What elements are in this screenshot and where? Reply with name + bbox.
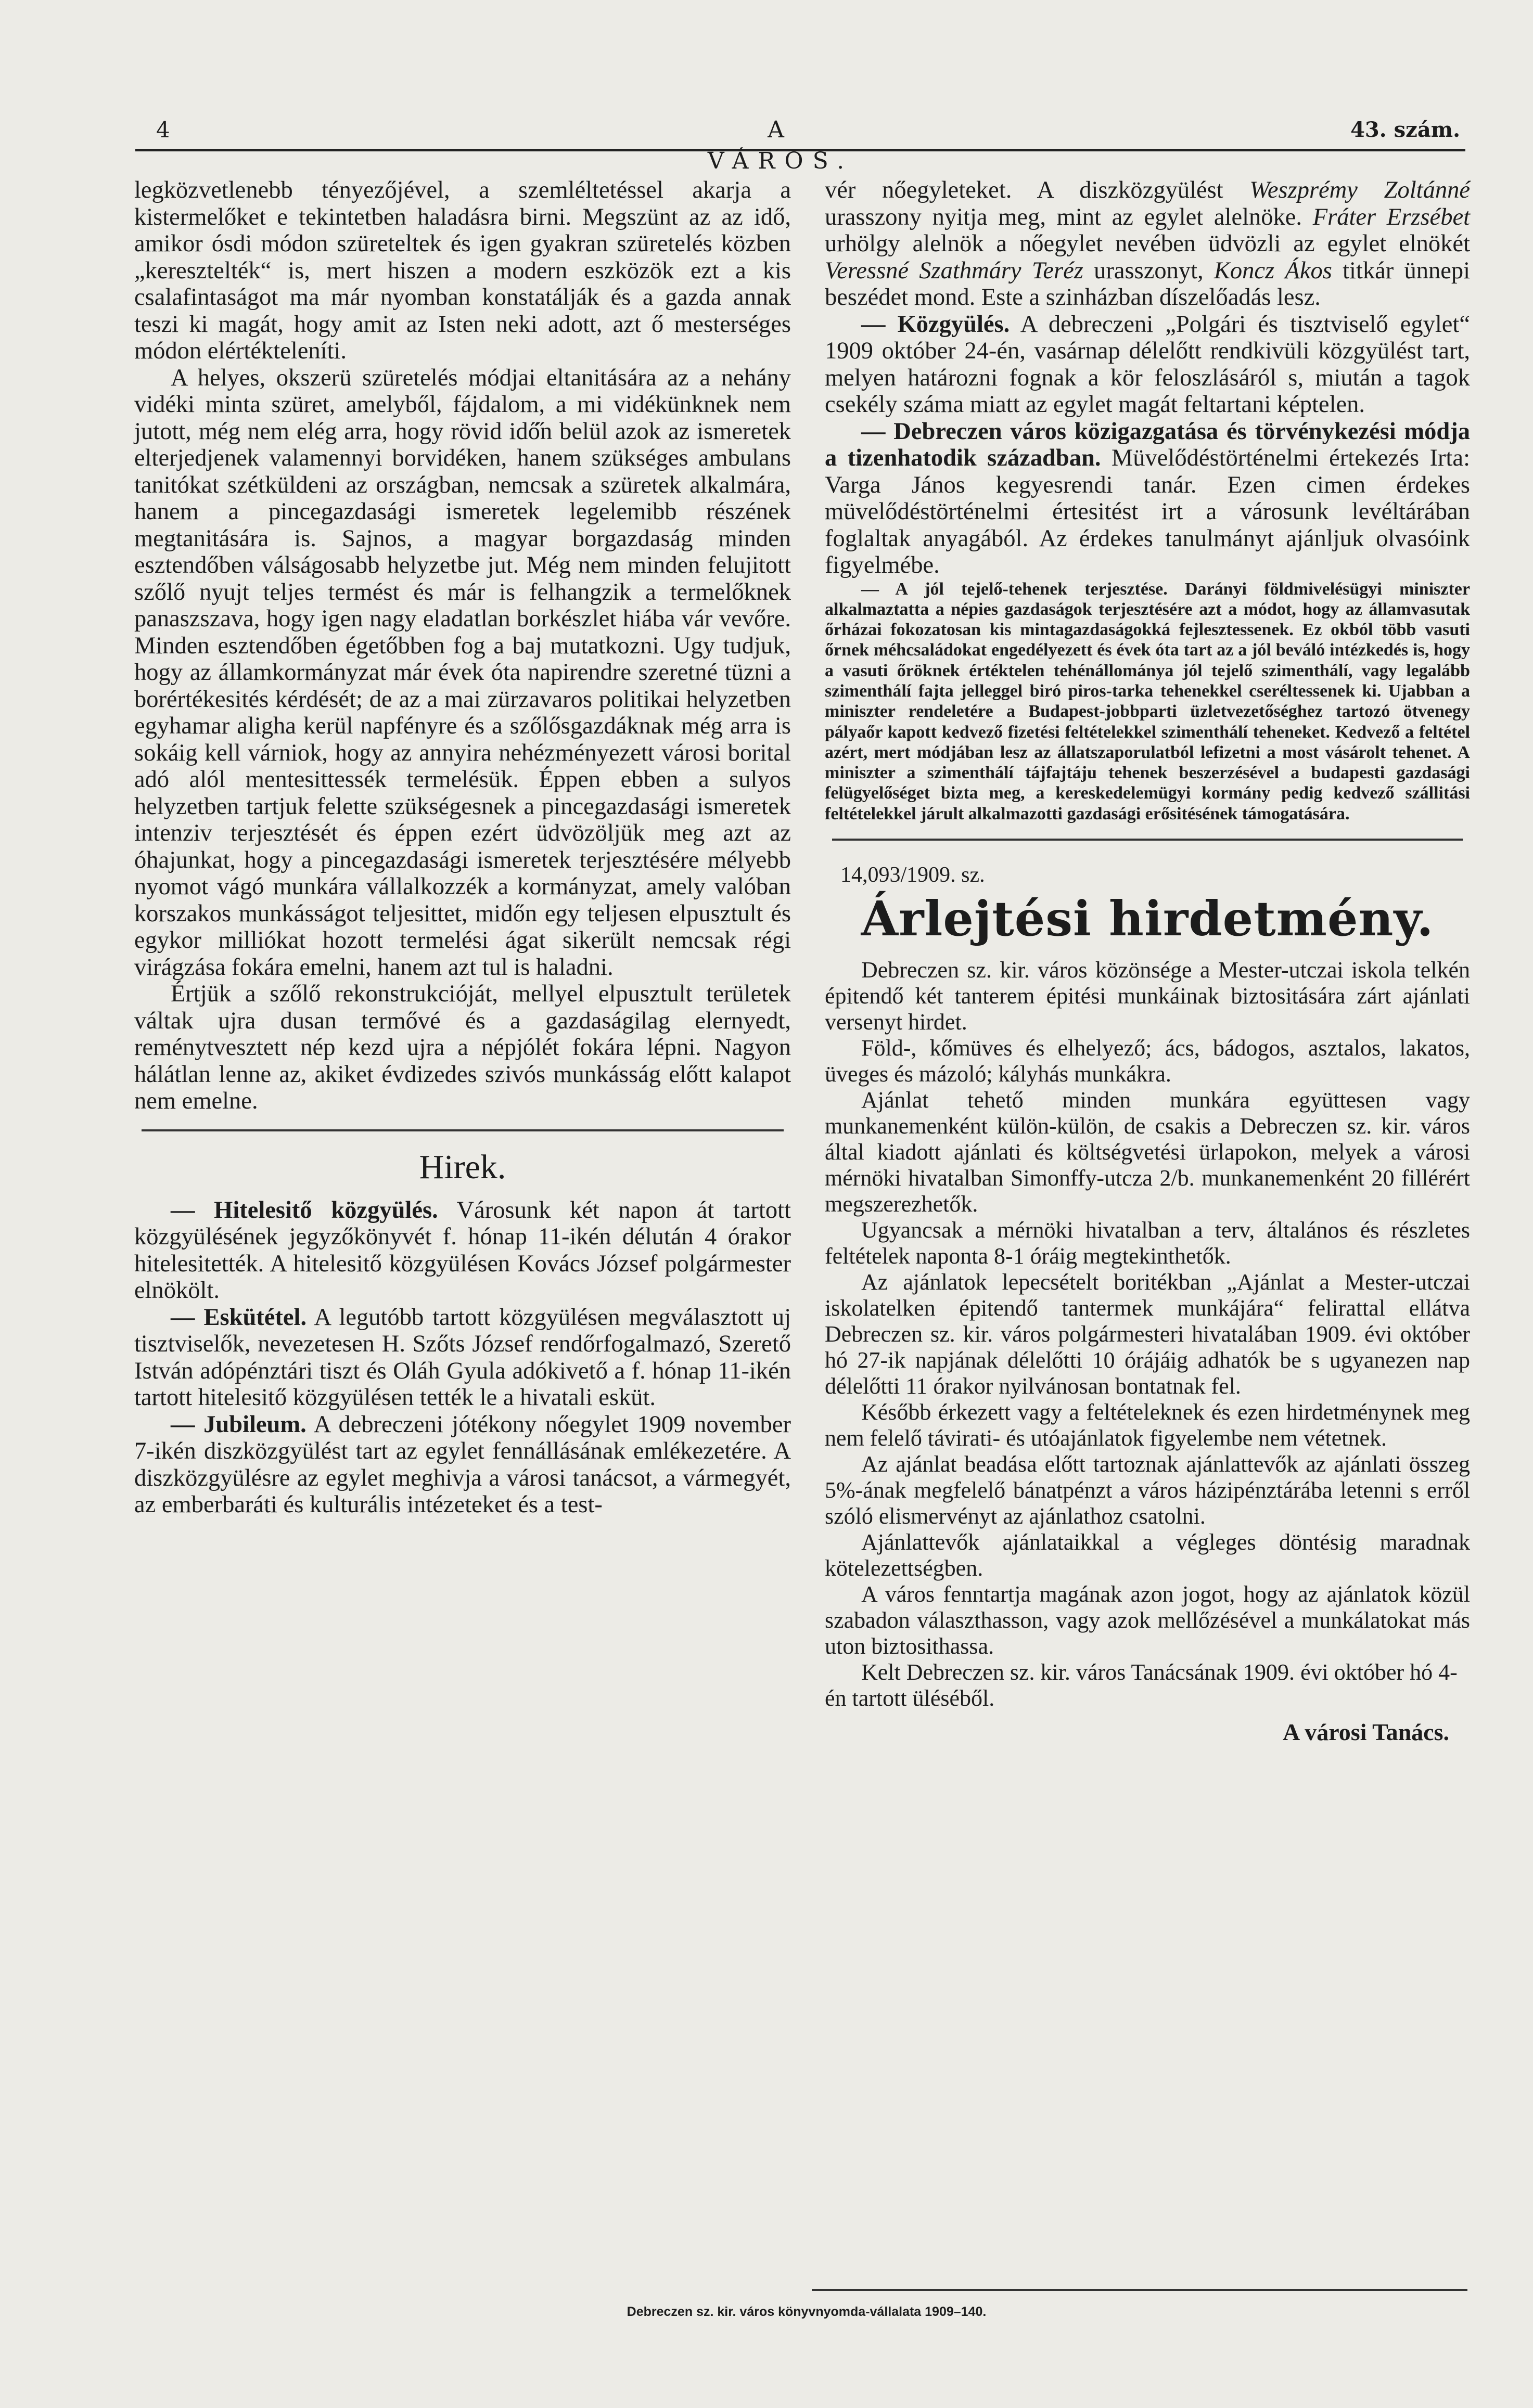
text-run: urasszony nyitja meg, mint az egylet alelnöke. [825,203,1313,230]
person-name: Weszprémy Zoltánné [1249,177,1470,203]
page-number: 4 [156,117,170,143]
news-item-text: A debreczeni jótékony nőegylet 1909 november 7-ikén diszközgyülést tart az egylet fennállásának emlékezetére. A diszközgyülésre az egylet meghivja a városi tanácsot, a vármegyét, az emberbaráti és kulturális intézeteket és a test- [134,1411,791,1518]
text-run: urasszonyt, [1083,257,1214,284]
news-section-title: Hirek. [419,1148,506,1186]
text-run: vér nőegyleteket. A diszközgyülést [825,177,1250,203]
news-item-text: A legutóbb tartott közgyülésen megválasztott uj tisztviselők, nevezetesen H. Szőts József rendőrfogalmazó, Szerető István adópénztári tiszt és Oláh Gyula adókivető a f. hónap 11-ikén tartott hitelesitő közgyülésen tették le a hivatali esküt. [134,1304,791,1411]
news-item [134,1304,791,1411]
left-column [134,177,791,1518]
announcement-reference: 14,093/1909. sz. [840,863,985,887]
article-paragraph: Értjük a szőlő rekonstrukcióját, mellyel elpusztult területek váltak ujra dusan termővé és a gazdaságilag elernyedt, reménytvesztett nép kezd ujra a népjólét fokára lépni. Nagyon hálátlan lenne az, akiket évdizedes szivós munkásság előtt kalapot nem emelne. [134,981,791,1114]
news-item-heading: — Közgyülés. [861,311,1010,338]
news-item-text: Városunk két napon át tartott közgyülésének jegyzőkönyvét f. hónap 11-ikén délután 4 órakor hitelesitették. A hitelesitő közgyülésen Kovács József polgármester elnökölt. [134,1196,791,1304]
news-item [134,1411,791,1518]
news-item-heading: — Eskütétel. [171,1304,307,1331]
person-name: Veressné Szathmáry Teréz [825,257,1083,284]
news-item-text: A debreczeni „Polgári és tisztviselő egylet“ 1909 október 24-én, vasárnap délelőtt rendkivüli közgyülést tart, melyen határozni fognak a kör feloszlásáról s, miután a tagok csekély száma miatt az egylet magát feltartani képtelen. [825,311,1470,418]
masthead-title: A VÁROS. [707,117,854,174]
section-divider [832,839,1463,841]
news-item-heading: — A jól tejelő-tehenek terjesztése. [861,579,1168,599]
news-item [134,1197,791,1304]
footer-rule [812,2289,1467,2291]
news-item-text: Darányi földmivelésügyi miniszter alkalmaztatta a népies gazdaságok terjesztésére azt a módot, hogy az államvasutak őrházai fokozatosan kis mintagazdaságokká fejlesztessenek. Ez okból több vasuti őrnek méhcsaládokat engedélyezett és évek óta tart az a jól beváló intézkedés is, hogy a vasuti őröknek értéktelen tehénállománya jól tejelő szimenthálí, vagy legalább szimenthálí fajta jelleggel biró piros-tarka tehenekkel cseréltessenek ki. Ujabban a miniszter rendeletére a Budapest-jobbparti üzletvezetőséghez tartozó ötvenegy pályaőr kapott kedvező fizetési feltételekkel szimenthálí teheneket. Kedvező a feltétel azért, mert módjában lesz az állatszaporulatból lefizetni a most vásárolt tehenet. A miniszter a szimenthálí tájfajtáju tehenek beszerzésével a budapesti gazdasági felügyelőséget bizta meg, a kereskedelemügyi kormány pedig kedvező szállitási feltételekkel járult alkalmazotti gazdasági erősitésének támogatására. [825,579,1470,823]
news-item-heading: — Hitelesitő közgyülés. [171,1196,438,1224]
issue-number: 43. szám. [1350,118,1460,142]
announcement-paragraph: Az ajánlatok lepecsételt boritékban „Ajánlat a Mester-utczai iskolatelken épitendő tantermek munkájára“ felirattal ellátva Debreczen sz. kir. város polgármesteri hivatalában 1909. évi október hó 27-ik napjának délelőtti 10 órájáig adhatók be s ugyanezen nap délelőtti 11 órakor nyilvánosan bontatnak fel. [825,1269,1470,1399]
section-divider [142,1129,784,1131]
news-item [825,311,1470,418]
person-name: Koncz Ákos [1213,257,1332,284]
announcement-signature: A városi Tanács. [1283,1719,1449,1746]
article-paragraph: A helyes, okszerü szüretelés módjai eltanitására az a nehány vidéki minta szüret, amelyből, fájdalom, a mi vidékünknek nem jutott, még nem elég arra, hogy rövid idő̋n belül azok az ismeretek elterjedjenek valamennyi borvidéken, hanem szükséges ambulans tanitókat szétküldeni az országban, nemcsak a szüretek alkalmára, hanem a pincegazdasági ismeretek legelemibb részének megtanitására is. Sajnos, a magyar borgazdaság minden esztendőben válságosabb helyzetbe jut. Még nem minden felujitott szőlő nyujt teljes termést és már is felhangzik a termelőknek panaszszava, hogy igen nagy eladatlan borkészlet hiába vár vevőre. Minden esztendőben égetőbben fog a baj mutatkozni. Ugy tudjuk, hogy az államkormányzat már évek óta napirendre szeretné tüzni a borértékesités kérdését; de az a mai zürzavaros politikai helyzetben egyhamar aligha kerül napfényre és a szőlősgazdáknak még arra is sokáig kell várniok, hogy az annyira nehézményezett városi borital adó alól mentesittessék termelésük. Éppen ebben a sulyos helyzetben tartjuk felette szükségesnek a pincegazdasági ismeretek intenziv terjesztését és éppen ezért üdvözöljük meg azt az óhajunkat, hogy a pincegazdasági ismeretek terjesztésére mélyebb nyomot vágó munkára vállalkozzék a kormányzat, amely valóban korszakos munkásságot teljesittet, midőn egy teljesen elpusztult és egykor milliókat hozott termelési ágat sikerült nemcsak régi virágzása fokára emelni, hanem azt tul is haladni. [134,364,791,981]
text-run: urhölgy alelnök a nőegylet nevében üdvözli az egylet elnökét [825,230,1470,257]
printer-imprint: Debreczen sz. kir. város könyvnyomda-vállalata 1909–140. [627,2304,987,2319]
announcement-paragraph: Később érkezett vagy a feltételeknek és ezen hirdetménynek meg nem felelő távirati- és utóajánlatok figyelembe nem vétetnek. [825,1399,1470,1451]
announcement-title: Árlejtési hirdetmény. [861,891,1434,947]
person-name: Fráter Erzsébet [1312,203,1470,230]
news-item [825,418,1470,579]
article-paragraph: legközvetlenebb tényezőjével, a szemléltetéssel akarja a kistermelőket e tekintetben haladásra birni. Megszünt az az idő, amikor ósdi módon szüreteltek és igen gyakran szüretelés közben „keresztelték“ is, mert hiszen a modern eszközök ezt a kis csalafintaságot ma már nyomban konstatálják és a gazda annak teszi ki magát, hogy amit az Isten neki adott, azt ő mesterséges módon elértékteleníti. [134,177,791,364]
announcement-paragraph: Debreczen sz. kir. város közönsége a Mester-utczai iskola telkén épitendő két tanterem épitési munkáinak biztositására zárt ajánlati versenyt hirdet. [825,957,1470,1035]
news-item-text: Müvelődéstörténelmi értekezés Irta: Varga János kegyesrendi tanár. Ezen cimen érdekes müvelődéstörténelmi értesitést irt a városunk levéltárában foglaltak anyagából. Az érdekes tanulmányt ajánljuk olvasóink figyelmébe. [825,445,1470,578]
announcement-date: Kelt Debreczen sz. kir. város Tanácsának 1909. évi október hó 4-én tartott üléséből. [825,1659,1458,1711]
announcement-paragraph: A város fenntartja magának azon jogot, hogy az ajánlatok közül szabadon választhasson, vagy azok mellőzésével a munkálatokat más uton biztosithassa. [825,1581,1470,1659]
news-item-continued [825,177,1470,311]
right-column [825,177,1470,1749]
announcement-paragraph: Föld-, kőmüves és elhelyező; ács, bádogos, asztalos, lakatos, üveges és mázoló; kályhás munkákra. [825,1035,1470,1087]
news-item-heading: — Debreczen város közigazgatása és törvénykezési módja a tizenhatodik században. [825,418,1470,471]
text-run: titkár ünnepi beszédet mond. Este a szinházban díszelőadás lesz. [825,257,1471,311]
header-rule [135,149,1465,151]
news-item [825,579,1470,825]
announcement-paragraph: Ajánlat tehető minden munkára együttesen vagy munkanemenként külön-külön, de csakis a Debreczen sz. kir. város által kiadott ajánlati és költségvetési ürlapokon, melyek a városi mérnöki hivatalban Simonffy-utcza 2/b. munkanemenként 20 fillérért megszerezhetők. [825,1087,1470,1217]
announcement-paragraph: Az ajánlat beadása előtt tartoznak ajánlattevők az ajánlati összeg 5%-ának megfelelő bánatpénzt a város házipénztárába letenni s erről szóló elismervényt az ajánlathoz csatolni. [825,1451,1470,1529]
news-item-heading: — Jubileum. [171,1411,306,1438]
announcement-paragraph: Ugyancsak a mérnöki hivatalban a terv, általános és részletes feltételek naponta 8-1 óráig megtekinthetők. [825,1217,1470,1269]
announcement-paragraph: Ajánlattevők ajánlataikkal a végleges döntésig maradnak kötelezettségben. [825,1529,1470,1581]
